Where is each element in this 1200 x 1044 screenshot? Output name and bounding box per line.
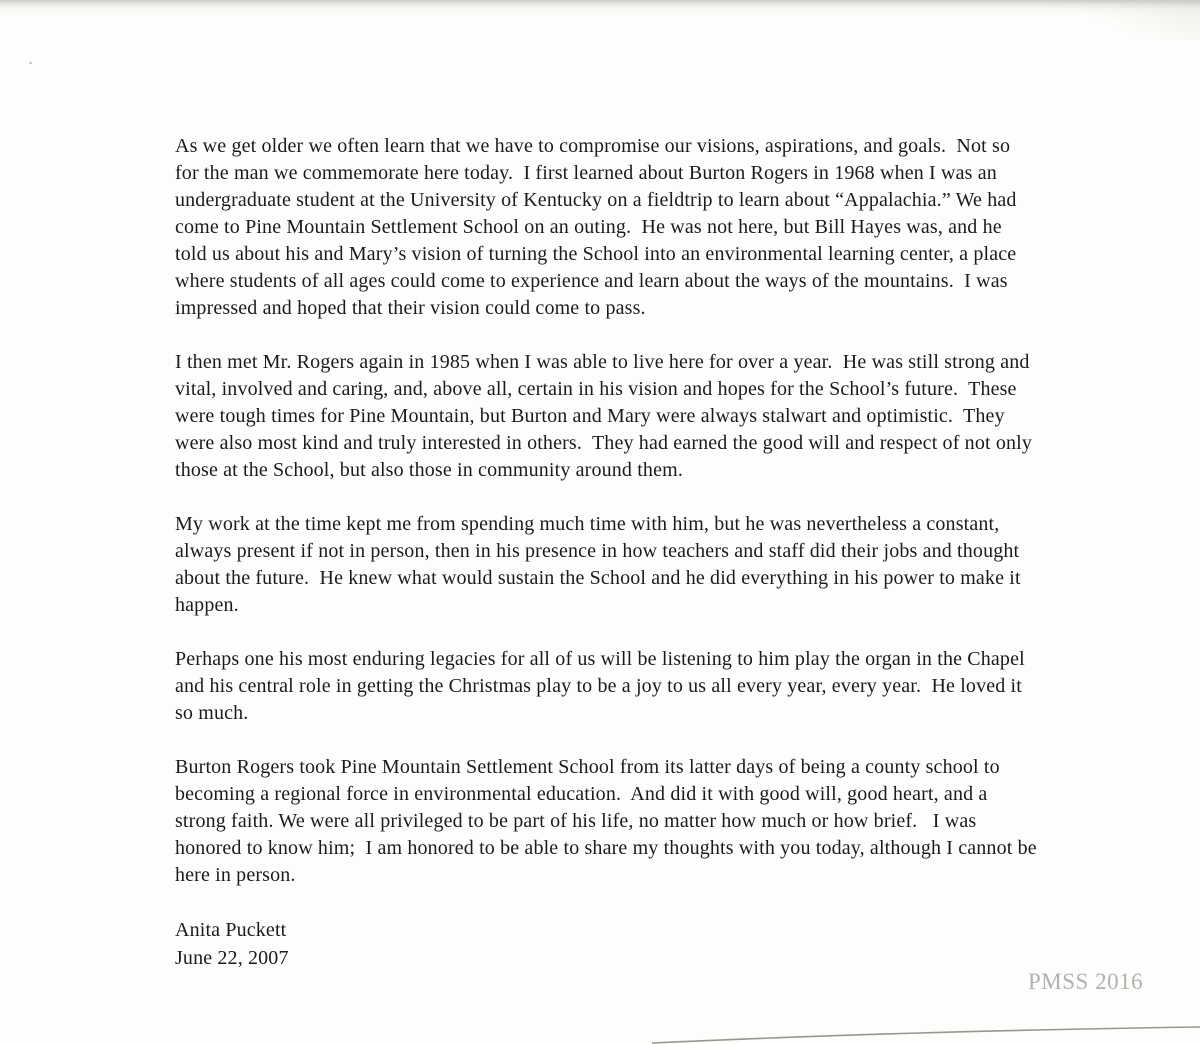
paragraph-4: Perhaps one his most enduring legacies for all of us will be listening to him play the organ in the Chapel and his central role in getting the Christmas play to be a joy to us all every year, every year. He loved it so much.: [175, 648, 1030, 724]
signature-block: [175, 916, 1037, 972]
paragraph-1: As we get older we often learn that we have to compromise our visions, aspirations, and goals. Not so for the man we commemorate here today. I first learned about Burton Rogers in 1968 when I was an undergraduate student at the University of Kentucky on a fieldtrip to learn about “Appalachia.” We had come to Pine Mountain Settlement School on an outing. He was not here, but Bill Hayes was, and he told us about his and Mary’s vision of turning the School into an environmental learning center, a place where students of all ages could come to experience and learn about the ways of the mountains. I was impressed and hoped that their vision could come to pass.: [175, 135, 1022, 319]
paragraph-5: Burton Rogers took Pine Mountain Settlement School from its latter days of being a county school to becoming a regional force in environmental education. And did it with good will, good heart, and a strong faith. We were all privileged to be part of his life, no matter how much or how brief. I was honored to know him; I am honored to be able to share my thoughts with you today, although I cannot be here in person.: [175, 756, 1042, 886]
signature-name: Anita Puckett: [175, 919, 287, 941]
scan-speck: [29, 62, 32, 64]
watermark-pmss: PMSS 2016: [1028, 969, 1144, 994]
scan-speck: [178, 962, 180, 964]
letter-body: [175, 133, 1042, 972]
paragraph-2: I then met Mr. Rogers again in 1985 when I was able to live here for over a year. He was still strong and vital, involved and caring, and, above all, certain in his vision and hopes for the School’s future. These were tough times for Pine Mountain, but Burton and Mary were always stalwart and optimistic. They were also most kind and truly interested in others. They had earned the good will and respect of not only those at the School, but also those in community around them.: [175, 351, 1038, 481]
scan-top-edge-artifact: [0, 0, 1200, 16]
signature-date: June 22, 2007: [175, 947, 289, 969]
paragraph-3: My work at the time kept me from spending much time with him, but he was nevertheless a constant, always present if not in person, then in his presence in how teachers and staff did their jobs and thought about the future. He knew what would sustain the School and he did everything in his power to make it happen.: [175, 513, 1026, 616]
scan-corner-shade-artifact: [1020, 0, 1200, 40]
